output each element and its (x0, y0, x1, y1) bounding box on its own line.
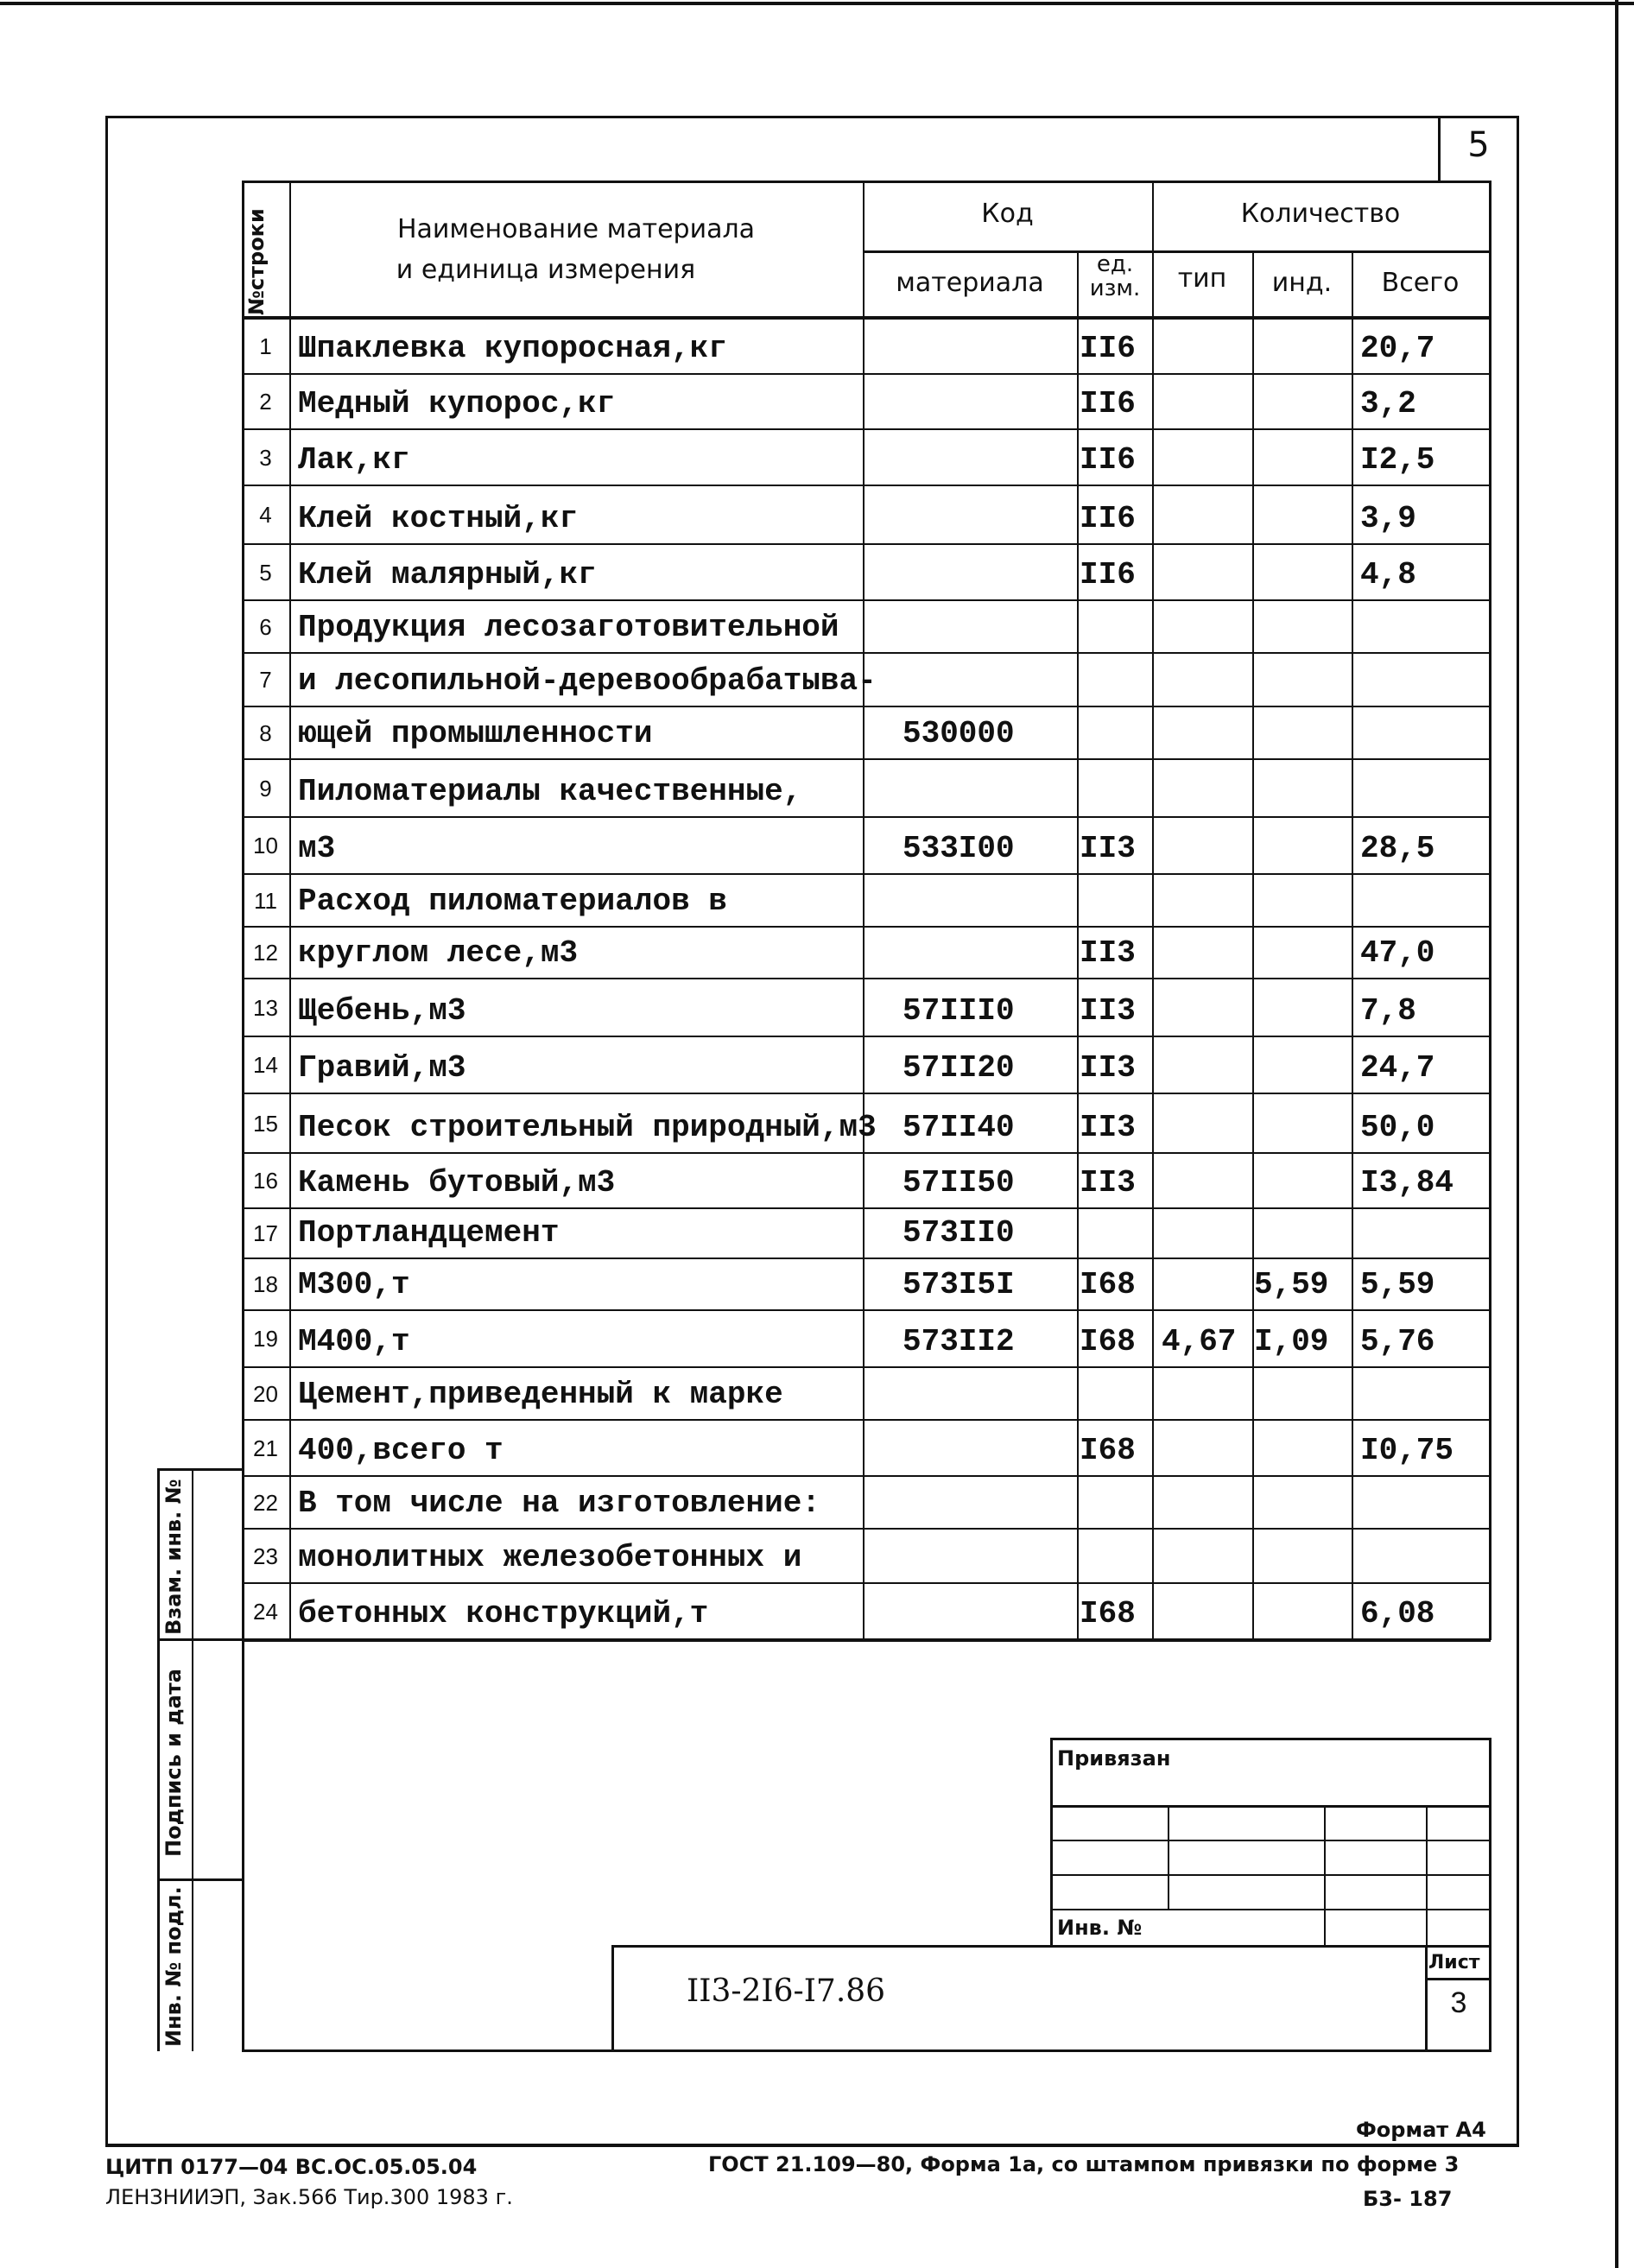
row-number: 22 (253, 1489, 278, 1516)
row-line (242, 873, 1491, 875)
cell-ind: I,09 (1254, 1324, 1329, 1359)
column-line (289, 181, 291, 1640)
cell-total: I0,75 (1360, 1433, 1454, 1468)
cell-unit: II3 (1080, 1165, 1136, 1201)
cell-code: 57III0 (902, 993, 1015, 1029)
cell-code: 573I5I (902, 1267, 1015, 1302)
cell-unit: II3 (1080, 831, 1136, 866)
row-number: 18 (253, 1271, 278, 1297)
row-number: 11 (254, 887, 277, 914)
cell-name: монолитных железобетонных и (298, 1540, 802, 1575)
cell-name: Пиломатериалы качественные, (298, 774, 802, 809)
cell-unit: II6 (1080, 501, 1136, 536)
cell-total: 28,5 (1360, 831, 1435, 866)
sheet-right-border (1615, 0, 1618, 2268)
column-line (1489, 181, 1492, 1640)
row-line (242, 758, 1491, 760)
row-line (242, 1207, 1491, 1209)
cell-code: 573II2 (902, 1324, 1015, 1359)
list-number: 3 (1450, 1986, 1467, 2019)
cell-unit: II3 (1080, 1110, 1136, 1145)
cell-total: 3,2 (1360, 386, 1416, 421)
row-line (242, 1582, 1491, 1584)
side-stamp-inner (192, 1468, 193, 2051)
cell-total: I3,84 (1360, 1165, 1454, 1201)
cell-total: 7,8 (1360, 993, 1416, 1029)
header-name-line2: и единица измерения (396, 255, 696, 285)
header-qty-total: Всего (1381, 268, 1460, 298)
doc-code: II3-2I6-I7.86 (687, 1973, 886, 2009)
cell-name: Шпаклевка купоросная,кг (298, 331, 727, 366)
row-line (242, 1366, 1491, 1368)
row-number: 15 (253, 1110, 278, 1137)
cell-name: бетонных конструкций,т (298, 1596, 709, 1631)
cell-code: 57II40 (902, 1110, 1015, 1145)
side-inv-podl: Инв. № подл. (162, 1886, 186, 2047)
row-number: 19 (253, 1326, 278, 1352)
cell-name: Портландцемент (298, 1215, 560, 1251)
row-line (242, 485, 1491, 486)
cell-code: 530000 (902, 716, 1015, 751)
cell-unit: I68 (1080, 1324, 1136, 1359)
row-number: 14 (253, 1052, 278, 1078)
column-line (1077, 250, 1079, 1640)
row-line (242, 1528, 1491, 1530)
cell-unit: I68 (1080, 1267, 1136, 1302)
row-number: 16 (253, 1168, 278, 1194)
header-code-material: материала (896, 268, 1044, 298)
row-number: 24 (253, 1598, 278, 1625)
list-box-div (1425, 1978, 1491, 1980)
privyazan-left (1050, 1738, 1053, 1945)
row-number: 13 (253, 994, 278, 1021)
cell-name: Щебень,м3 (298, 993, 466, 1029)
frame-bottom (105, 2144, 1519, 2147)
cell-unit: II6 (1080, 386, 1136, 421)
cell-code: 57II20 (902, 1050, 1015, 1086)
side-podpis: Подпись и дата (162, 1669, 186, 1857)
row-number: 20 (253, 1380, 278, 1407)
subheader-line (863, 250, 1491, 253)
row-line (242, 1309, 1491, 1311)
cell-total: 47,0 (1360, 935, 1435, 971)
row-line (242, 1475, 1491, 1477)
row-line (242, 706, 1491, 707)
row-line (242, 1638, 1491, 1642)
frame-right (1517, 116, 1519, 2145)
row-line (242, 543, 1491, 545)
cell-unit: II3 (1080, 993, 1136, 1029)
privyazan-col1 (1168, 1805, 1169, 1909)
header-qty-type: тип (1177, 263, 1227, 294)
cell-total: 24,7 (1360, 1050, 1435, 1086)
cell-type: 4,67 (1162, 1324, 1237, 1359)
cell-name: ющей промышленности (298, 716, 653, 751)
cell-name: Клей костный,кг (298, 501, 579, 536)
page-number: 5 (1467, 125, 1490, 165)
cell-name: Клей малярный,кг (298, 557, 597, 592)
stamp-bottom (242, 2049, 1491, 2052)
cell-name: круглом лесе,м3 (298, 935, 579, 971)
row-line (242, 599, 1491, 601)
side-stamp-div1 (157, 1638, 242, 1641)
header-code: Код (981, 199, 1034, 229)
row-line (242, 652, 1491, 654)
column-line (1352, 250, 1353, 1640)
cell-name: М400,т (298, 1324, 410, 1359)
column-line (1252, 250, 1254, 1640)
side-stamp-left (157, 1468, 160, 2051)
header-qty-ind: инд. (1271, 268, 1333, 298)
row-number: 1 (259, 333, 272, 359)
row-line (242, 373, 1491, 375)
side-stamp-div2 (157, 1878, 242, 1881)
column-line (863, 181, 864, 1640)
cell-name: М300,т (298, 1267, 410, 1302)
footer-right-1: ГОСТ 21.109—80, Форма 1а, со штампом привязки по форме 3 (708, 2152, 1460, 2176)
row-number: 23 (253, 1543, 278, 1569)
header-quantity: Количество (1240, 199, 1401, 229)
frame-left (105, 116, 108, 2145)
row-line (242, 1036, 1491, 1037)
column-line (1152, 181, 1154, 1640)
cell-total: I2,5 (1360, 442, 1435, 478)
privyazan-col2 (1324, 1805, 1326, 1945)
cell-code: 533I00 (902, 831, 1015, 866)
row-line (242, 1093, 1491, 1094)
cell-name: Песок строительный природный,м3 (298, 1110, 877, 1145)
cell-name: Продукция лесозаготовительной (298, 610, 839, 645)
cell-name: и лесопильной-деревообрабатыва- (298, 663, 877, 699)
side-vzam: Взам. инв. № (162, 1479, 186, 1635)
list-label: Лист (1428, 1952, 1480, 1973)
row-number: 12 (253, 940, 278, 966)
row-line (242, 1258, 1491, 1259)
footer-left-2: ЛЕНЗНИИЭП, Зак.566 Тир.300 1983 г. (105, 2185, 513, 2209)
cell-name: Лак,кг (298, 442, 410, 478)
header-row-no: №строки (244, 208, 269, 315)
row-line (242, 978, 1491, 979)
privyazan-row4 (1050, 1909, 1491, 1910)
inv-no-label: Инв. № (1057, 1916, 1143, 1940)
format-label: Формат А4 (1356, 2118, 1486, 2142)
cell-name: Гравий,м3 (298, 1050, 466, 1086)
header-code-unit: ед. изм. (1089, 251, 1141, 301)
cell-name: Расход пиломатериалов в (298, 884, 727, 919)
row-line (242, 1152, 1491, 1154)
privyazan-label: Привязан (1057, 1746, 1171, 1771)
row-number: 2 (259, 389, 272, 415)
row-number: 5 (259, 559, 272, 586)
cell-total: 5,59 (1360, 1267, 1435, 1302)
sheet-top-border (0, 2, 1634, 5)
cell-unit: II6 (1080, 442, 1136, 478)
cell-total: 20,7 (1360, 331, 1435, 366)
privyazan-row1 (1050, 1805, 1491, 1808)
row-line (242, 1419, 1491, 1421)
cell-total: 50,0 (1360, 1110, 1435, 1145)
header-bottom (242, 316, 1491, 320)
cell-name: В том числе на изготовление: (298, 1486, 820, 1521)
cell-unit: I68 (1080, 1596, 1136, 1631)
cell-unit: II3 (1080, 935, 1136, 971)
cell-total: 3,9 (1360, 501, 1416, 536)
cell-unit: I68 (1080, 1433, 1136, 1468)
row-number: 6 (259, 613, 272, 640)
side-stamp-top (157, 1468, 242, 1471)
row-line (242, 926, 1491, 928)
cell-unit: II6 (1080, 331, 1136, 366)
row-number: 9 (259, 775, 272, 801)
row-number: 3 (259, 444, 272, 471)
header-name-line1: Наименование материала (396, 214, 756, 244)
cell-total: 5,76 (1360, 1324, 1435, 1359)
table-top (242, 181, 1491, 183)
cell-ind: 5,59 (1254, 1267, 1329, 1302)
row-number: 8 (259, 719, 272, 746)
cell-name: Цемент,приведенный к марке (298, 1377, 783, 1412)
frame-top (105, 116, 1518, 118)
title-block-top (611, 1945, 1491, 1948)
row-number: 4 (259, 502, 272, 528)
row-line (242, 816, 1491, 818)
cell-name: 400,всего т (298, 1433, 504, 1468)
stamp-left (242, 1468, 244, 2052)
privyazan-row2 (1050, 1840, 1491, 1841)
row-number: 7 (259, 667, 272, 693)
privyazan-col3 (1426, 1805, 1428, 1945)
privyazan-row3 (1050, 1874, 1491, 1876)
cell-total: 4,8 (1360, 557, 1416, 592)
row-number: 21 (253, 1435, 278, 1461)
row-number: 17 (253, 1220, 278, 1246)
footer-left-1: ЦИТП 0177—04 ВС.ОС.05.05.04 (105, 2155, 478, 2179)
cell-name: Медный купорос,кг (298, 386, 616, 421)
cell-unit: II3 (1080, 1050, 1136, 1086)
privyazan-top (1050, 1738, 1491, 1740)
title-block-left (611, 1945, 614, 2052)
cell-name: м3 (298, 831, 336, 866)
row-line (242, 428, 1491, 430)
footer-right-2: Б3- 187 (1363, 2187, 1453, 2211)
cell-unit: II6 (1080, 557, 1136, 592)
cell-total: 6,08 (1360, 1596, 1435, 1631)
row-number: 10 (253, 833, 278, 858)
cell-name: Камень бутовый,м3 (298, 1165, 616, 1201)
cell-code: 57II50 (902, 1165, 1015, 1201)
cell-code: 573II0 (902, 1215, 1015, 1251)
